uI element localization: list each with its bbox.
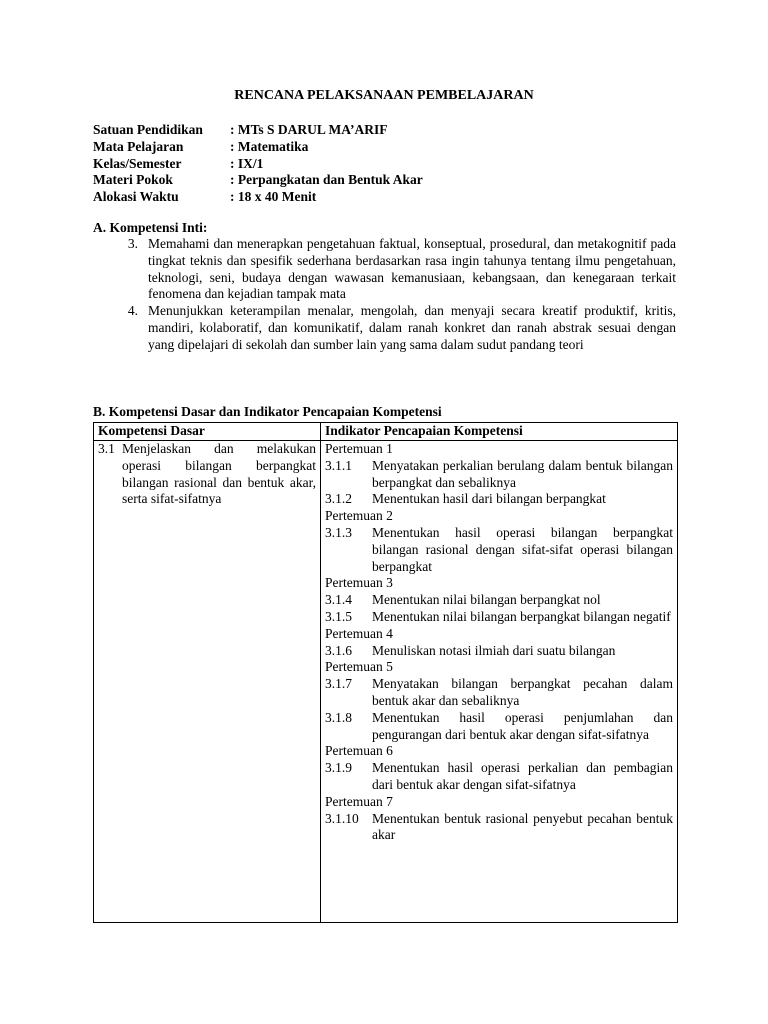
meeting-label: Pertemuan 7: [325, 793, 393, 809]
identity-row-school: [93, 122, 423, 139]
list-item-number: 3.: [127, 236, 138, 251]
indicator-text: Menuliskan notasi ilmiah dari suatu bilangan: [372, 642, 616, 658]
indicator-item: [325, 710, 673, 744]
indicator-item: [325, 491, 673, 508]
meeting-label: Pertemuan 3: [325, 575, 393, 591]
column-header-ipk: Indikator Pencapaian Kompetensi: [321, 423, 678, 441]
identity-label: Materi Pokok: [93, 172, 173, 188]
indicator-number: 3.1.10: [325, 810, 359, 826]
list-item-text: Memahami dan menerapkan pengetahuan faktual, konseptual, prosedural, dan metakognitif pada tingkat teknis dan spesifik sederhana berdasarkan rasa ingin tahunya tentang ilmu pengetahuan, teknologi, seni, budaya dengan wawasan kemanusiaan, kebangsaan, dan kenegaraan terkait fenomena dan kejadian tampak mata: [148, 236, 676, 302]
kd-cell: [94, 441, 321, 923]
identity-block: [93, 122, 423, 206]
indicator-text: Menentukan bentuk rasional penyebut pecahan bentuk akar: [372, 810, 673, 843]
identity-label: Mata Pelajaran: [93, 138, 184, 154]
document-title: RENCANA PELAKSANAAN PEMBELAJARAN: [234, 88, 534, 103]
indicator-text: Menentukan hasil dari bilangan berpangkat: [372, 491, 606, 507]
section-a-heading: A. Kompetensi Inti:: [93, 220, 208, 235]
indicator-text: Menentukan hasil operasi perkalian dan pembagian dari bentuk akar dengan sifat-sifatnya: [372, 760, 673, 792]
identity-label: Alokasi Waktu: [93, 189, 179, 205]
list-item-number: 4.: [127, 303, 138, 319]
identity-row-time: [93, 189, 423, 206]
identity-value: : Matematika: [230, 138, 309, 154]
kd-number: 3.1: [98, 441, 115, 456]
indicator-item: [325, 592, 673, 609]
indicator-text: Menentukan hasil operasi penjumlahan dan pengurangan dari bentuk akar dengan sifat-sifatnya: [372, 709, 673, 742]
indicator-number: 3.1.2: [325, 491, 352, 507]
identity-row-topic: [93, 172, 423, 189]
identity-row-class: [93, 156, 423, 173]
identity-value: : IX/1: [230, 155, 264, 171]
identity-row-subject: [93, 139, 423, 156]
identity-label: Kelas/Semester: [93, 155, 182, 171]
meeting-label: Pertemuan 1: [325, 441, 393, 456]
indicator-item: [325, 525, 673, 575]
indicator-number: 3.1.7: [325, 676, 352, 692]
competency-table: [93, 422, 678, 923]
identity-value: : MTs S DARUL MA’ARIF: [230, 122, 388, 137]
identity-value: : Perpangkatan dan Bentuk Akar: [230, 172, 423, 188]
identity-value: : 18 x 40 Menit: [230, 189, 317, 205]
ipk-cell: [321, 441, 678, 923]
meeting-label: Pertemuan 6: [325, 743, 393, 759]
indicator-text: Menentukan hasil operasi bilangan berpangkat bilangan rasional dengan sifat-sifat operasi bilangan berpangkat: [372, 524, 673, 574]
indicator-item: [325, 643, 673, 660]
indicator-number: 3.1.1: [325, 457, 352, 473]
indicator-item: [325, 676, 673, 710]
meeting-label: Pertemuan 4: [325, 625, 393, 641]
indicator-item: [325, 760, 673, 794]
list-item: [112, 303, 676, 353]
column-header-kd: Kompetensi Dasar: [94, 423, 321, 441]
meeting-label: Pertemuan 5: [325, 659, 393, 675]
indicator-text: Menyatakan bilangan berpangkat pecahan dalam bentuk akar dan sebaliknya: [372, 676, 673, 708]
indicator-number: 3.1.9: [325, 760, 352, 776]
list-item: [112, 236, 676, 303]
identity-label: Satuan Pendidikan: [93, 122, 203, 137]
indicator-number: 3.1.3: [325, 524, 352, 540]
indicator-item: [325, 458, 673, 492]
table-row: [94, 441, 678, 923]
meeting-label: Pertemuan 2: [325, 508, 393, 524]
indicator-number: 3.1.8: [325, 709, 352, 725]
indicator-item: [325, 811, 673, 845]
list-item-text: Menunjukkan keterampilan menalar, mengolah, dan menyaji secara kreatif produktif, kritis, mandiri, kolaboratif, dan komunikatif, dalam ranah konkret dan ranah abstrak sesuai dengan yang dipelajari di sekolah dan sumber lain yang sama dalam sudut pandang teori: [148, 303, 676, 352]
core-competency-list: [112, 236, 676, 354]
indicator-text: Menentukan nilai bilangan berpangkat nol: [372, 592, 601, 608]
indicator-text: Menentukan nilai bilangan berpangkat bilangan negatif: [372, 608, 671, 624]
kd-text: Menjelaskan dan melakukan operasi bilangan berpangkat bilangan rasional dan bentuk akar, serta sifat-sifatnya: [122, 441, 316, 507]
table-header-row: [94, 423, 678, 441]
indicator-number: 3.1.5: [325, 608, 352, 624]
section-b-heading: B. Kompetensi Dasar dan Indikator Pencapaian Kompetensi: [93, 404, 442, 419]
indicator-item: [325, 609, 673, 626]
indicator-number: 3.1.4: [325, 592, 352, 608]
indicator-text: Menyatakan perkalian berulang dalam bentuk bilangan berpangkat dan sebaliknya: [372, 457, 673, 490]
indicator-number: 3.1.6: [325, 642, 352, 658]
